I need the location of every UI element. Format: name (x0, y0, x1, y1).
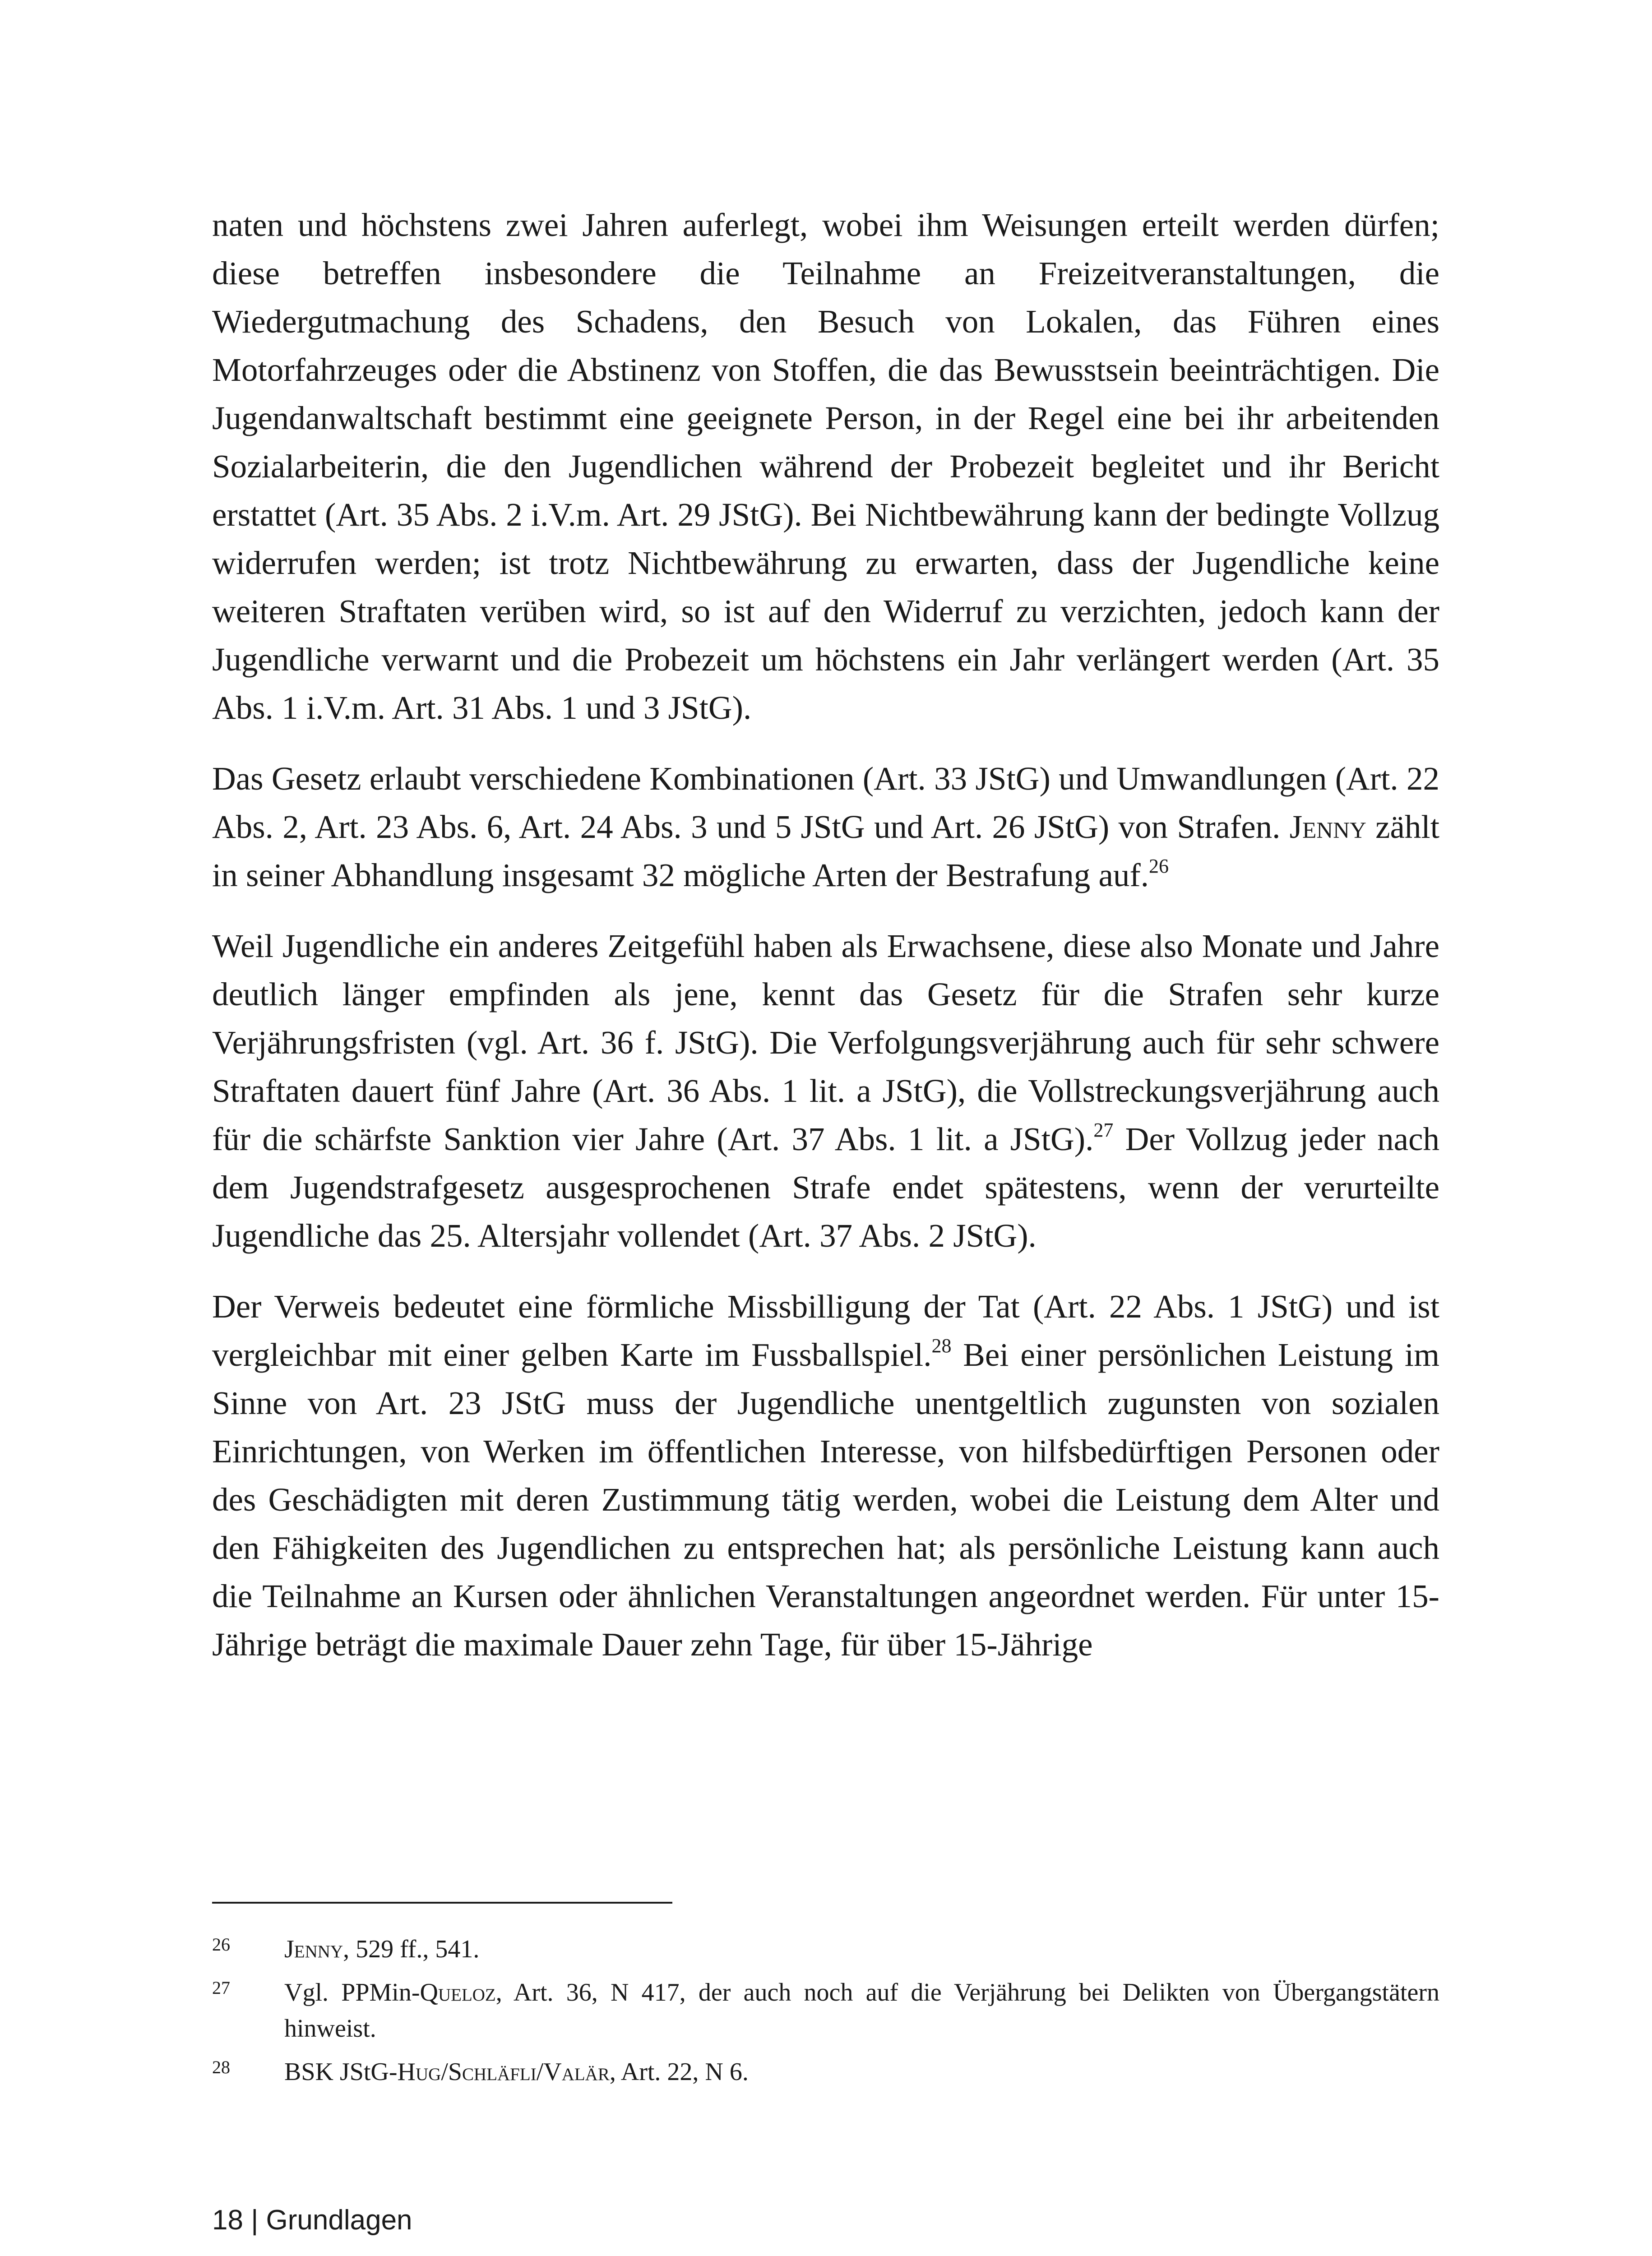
footnote-number: 27 (212, 1978, 230, 1998)
author-name: Jenny (1289, 809, 1366, 845)
footnote-reference: 26 (1148, 855, 1169, 877)
footnote-separator (212, 1902, 672, 1904)
text-run: Bei einer persönlichen Leistung im Sinne von Art. 23 JStG muss der Jugendliche unentgeltlich zugunsten von sozialen Einrichtungen, von Werken im öffentlichen Interesse, von hilfsbedürftigen Personen oder des Geschädigten mit deren Zustimmung tätig werden, wobei die Leistung dem Alter und den Fähigkeiten des Jugendlichen zu entsprechen hat; als persönliche Leistung kann auch die Teilnahme an Kursen oder ähnlichen Veranstaltungen angeordnet werden. Für unter 15-Jährige beträgt die maximale Dauer zehn Tage, für über 15-Jährige (212, 1336, 1439, 1663)
footnote (212, 1931, 1439, 1967)
text-run: , Art. 36, N 417, der auch noch auf die Verjährung bei Delikten von Übergangstätern hinweist. (284, 1979, 1439, 2043)
text-run: zählt in seiner Abhandlung insgesamt 32 mögliche Arten der Bestrafung auf. (212, 809, 1439, 893)
text-run: Der Vollzug jeder nach dem Jugendstrafgesetz ausgesprochenen Strafe endet spätestens, wenn der verurteilte Jugendliche das 25. Altersjahr vollendet (Art. 37 Abs. 2 JStG). (212, 1121, 1439, 1254)
footnote-text (284, 2054, 1439, 2090)
text-run: Weil Jugendliche ein anderes Zeitgefühl haben als Erwachsene, diese also Monate und Jahre deutlich länger empfinden als jene, kennt das Gesetz für die Strafen sehr kurze Verjährungsfristen (vgl. Art. 36 f. JStG). Die Verfolgungsverjährung auch für sehr schwere Straftaten dauert fünf Jahre (Art. 36 Abs. 1 lit. a JStG), die Vollstreckungsverjährung auch für die schärfste Sanktion vier Jahre (Art. 37 Abs. 1 lit. a JStG). (212, 928, 1439, 1157)
footnote-text (284, 1931, 1439, 1967)
text-run: , 529 ff., 541. (343, 1935, 480, 1963)
paragraph (212, 922, 1439, 1260)
paragraph (212, 201, 1439, 732)
author-name: Queloz (420, 1979, 496, 2006)
footnote-number: 28 (212, 2057, 230, 2077)
paragraph (212, 754, 1439, 899)
footnote (212, 1974, 1439, 2047)
author-name: Jenny (284, 1935, 343, 1963)
text-run: BSK JStG- (284, 2058, 398, 2086)
footnote-reference: 28 (931, 1335, 952, 1357)
page-footer: 18 | Grundlagen (212, 2205, 412, 2236)
author-name: Valär (543, 2058, 610, 2086)
footnote-number: 26 (212, 1934, 230, 1955)
author-name: Hug (397, 2058, 441, 2086)
footnotes (212, 1931, 1439, 2097)
footnote (212, 2054, 1439, 2090)
text-run: Vgl. PPMin- (284, 1979, 420, 2006)
footnote-reference: 27 (1093, 1119, 1114, 1141)
body-text (212, 201, 1439, 1691)
author-name: Schläfli (448, 2058, 537, 2086)
text-run: Das Gesetz erlaubt verschiedene Kombinationen (Art. 33 JStG) und Umwandlungen (Art. 22 Abs. 2, Art. 23 Abs. 6, Art. 24 Abs. 3 und 5 JStG und Art. 26 JStG) von Strafen. (212, 760, 1439, 845)
footnote-text (284, 1974, 1439, 2047)
text-run: / (441, 2058, 448, 2086)
text-run: , Art. 22, N 6. (609, 2058, 749, 2086)
text-run: / (536, 2058, 544, 2086)
text-run: Der Verweis bedeutet eine förmliche Missbilligung der Tat (Art. 22 Abs. 1 JStG) und ist vergleichbar mit einer gelben Karte im Fussballspiel. (212, 1288, 1439, 1373)
paragraph (212, 1282, 1439, 1669)
text-run: naten und höchstens zwei Jahren auferlegt, wobei ihm Weisungen erteilt werden dürfen; diese betreffen insbesondere die Teilnahme an Freizeitveranstaltungen, die Wiedergutmachung des Schadens, den Besuch von Lokalen, das Führen eines Motorfahrzeuges oder die Abstinenz von Stoffen, die das Bewusstsein beeinträchtigen. Die Jugendanwaltschaft bestimmt eine geeignete Person, in der Regel eine bei ihr arbeitenden Sozialarbeiterin, die den Jugendlichen während der Probezeit begleitet und ihr Bericht erstattet (Art. 35 Abs. 2 i.V.m. Art. 29 JStG). Bei Nichtbewährung kann der bedingte Vollzug widerrufen werden; ist trotz Nichtbewährung zu erwarten, dass der Jugendliche keine weiteren Straftaten verüben wird, so ist auf den Widerruf zu verzichten, jedoch kann der Jugendliche verwarnt und die Probezeit um höchstens ein Jahr verlängert werden (Art. 35 Abs. 1 i.V.m. Art. 31 Abs. 1 und 3 JStG). (212, 207, 1439, 726)
